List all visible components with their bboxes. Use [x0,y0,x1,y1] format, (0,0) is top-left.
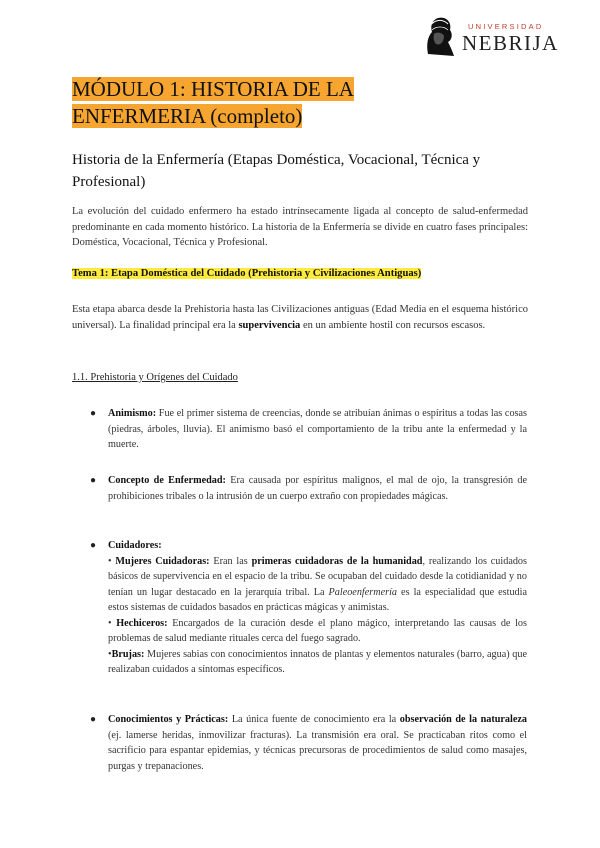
list-item-concepto-enfermedad: ● Concepto de Enfermedad: Era causada por espíritus malignos, el mal de ojo, la transgresión de prohibiciones tribales o la intrusión de un cuerpo extraño con propiedades mágicas. [90,475,527,502]
bullet-icon: ● [90,714,97,725]
sub-item-hechiceros: • Hechiceros: Encargados de la curación desde el plano mágico, interpretando las causas de los problemas de salud mediante rituales cerca del fuego sagrado. [108,617,527,644]
document-subtitle: Historia de la Enfermería (Etapas Doméstica, Vocacional, Técnica y Profesional) [72,152,481,190]
tema-1-paragraph: Esta etapa abarca desde la Prehistoria hasta las Civilizaciones antiguas (Edad Media en el esquema histórico universal). La finalidad principal era la supervivencia en un ambiente hostil con recursos escasos. [72,304,528,331]
document-title: MÓDULO 1: HISTORIA DE LA ENFERMERIA (completo) [72,77,354,128]
logo-university-text: UNIVERSIDAD [468,22,544,31]
list-item-cuidadores: ● Cuidadores: • Mujeres Cuidadoras: Eran las primeras cuidadoras de la humanidad, realizando los cuidados básicos de supervivencia en el espacio de la tribu. Se ocupaban del cuidado desde la cotidianidad y no tenían un lugar destacado en la jerarquía tribal. La Paleoenfermería es la especialidad que estudia estos sistemas de cuidados basados en prácticas mágicas y animistas. • Hechiceros: Encargados de la curación desde el plano mágico, interpretando las causas de los problemas de salud mediante rituales cerca del fuego sagrado. •Brujas: Mujeres sabias con conocimientos innatos de plantas y elementos naturales (barro, agua) que realizaban cuidados a síntomas específicos. [108,538,527,678]
list-item-animismo: ● Animismo: Fue el primer sistema de creencias, donde se atribuían ánimas o espíritus a todas las cosas (piedras, árboles, lluvia). El animismo basó el comportamiento de la tribu ante la enfermedad y la muerte. [90,408,527,450]
bullet-icon: ● [90,475,97,486]
sub-item-brujas: •Brujas: Mujeres sabias con conocimientos innatos de plantas y elementos naturales (barro, agua) que realizaban cuidados a síntomas específicos. [108,648,527,675]
bullet-icon: ● [90,540,97,551]
logo-nebrija-text: NEBRIJA [462,31,559,55]
intro-paragraph: La evolución del cuidado enfermero ha estado intrínsecamente ligada al concepto de salud-enfermedad predominante en cada momento histórico. La historia de la Enfermería se divide en cuatro fases principales: Doméstica, Vocacional, Técnica y Profesional. [72,206,528,248]
bust-portrait-icon [420,14,456,58]
bullet-icon: ● [90,408,97,419]
university-logo [420,14,590,60]
sub-item-mujeres: • Mujeres Cuidadoras: Eran las primeras cuidadoras de la humanidad, realizando los cuidados básicos de supervivencia en el espacio de la tribu. Se ocupaban del cuidado desde la cotidianidad y no tenían un lugar destacado en la jerarquía tribal. La Paleoenfermería es la especialidad que estudia estos sistemas de cuidados basados en prácticas mágicas y animistas. [108,555,527,613]
tema-1-heading: Tema 1: Etapa Doméstica del Cuidado (Prehistoria y Civilizaciones Antiguas) [72,268,422,279]
list-item-conocimientos: ● Conocimientos y Prácticas: La única fuente de conocimiento era la observación de la naturaleza (ej. lamerse heridas, inmovilizar fracturas). La transmisión era oral. Se practicaban ritos como el sacrificio para espantar epidemias, y técnicas precursoras de procedimientos de salud como masajes, purgas y trepanaciones. [90,714,527,772]
section-heading-1-1: 1.1. Prehistoria y Orígenes del Cuidado [72,372,238,383]
